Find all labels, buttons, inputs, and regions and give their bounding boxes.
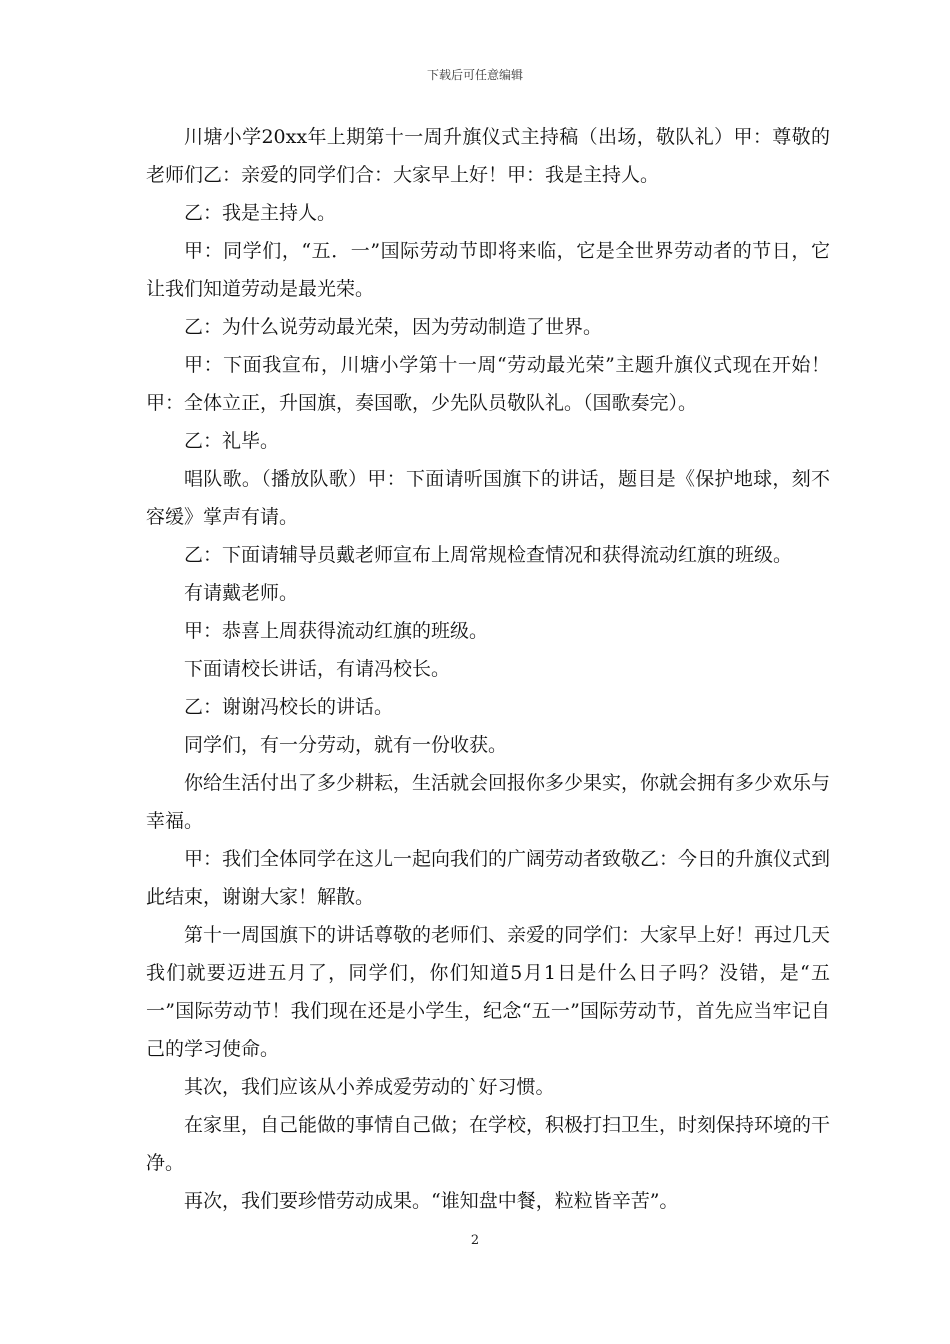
paragraph: 同学们，有一分劳动，就有一份收获。	[184, 734, 508, 756]
paragraph: 唱队歌。（播放队歌）甲：下面请听国旗下的讲话，题目是《保护地球，刻不容缓》掌声有请。	[146, 468, 830, 528]
paragraph: 第十一周国旗下的讲话尊敬的老师们、亲爱的同学们：大家早上好！再过几天我们就要迈进五月了，同学们，你们知道5月1日是什么日子吗？没错，是“五一”国际劳动节！我们现在还是小学生，纪念“五一”国际劳动节，首先应当牢记自己的学习使命。	[146, 924, 831, 1060]
page-number: 2	[470, 1233, 480, 1248]
paragraph: 再次，我们要珍惜劳动成果。“谁知盘中餐，粒粒皆辛苦”。	[184, 1190, 679, 1212]
paragraph: 甲：我们全体同学在这儿一起向我们的广阔劳动者致敬乙：今日的升旗仪式到此结束，谢谢大家！解散。	[146, 848, 831, 908]
paragraph: 甲：下面我宣布，川塘小学第十一周“劳动最光荣”主题升旗仪式现在开始！甲：全体立正，升国旗，奏国歌，少先队员敬队礼。（国歌奏完）。	[146, 354, 830, 414]
paragraph: 有请戴老师。	[184, 582, 299, 604]
paragraph: 下面请校长讲话，有请冯校长。	[184, 658, 451, 680]
paragraph: 甲：同学们，“五．一”国际劳动节即将来临，它是全世界劳动者的节日，它让我们知道劳动是最光荣。	[146, 240, 830, 300]
paragraph: 乙：谢谢冯校长的讲话。	[184, 696, 394, 718]
paragraph: 乙：礼毕。	[184, 430, 280, 452]
paragraph: 乙：下面请辅导员戴老师宣布上周常规检查情况和获得流动红旗的班级。	[184, 544, 793, 566]
paragraph: 甲：恭喜上周获得流动红旗的班级。	[184, 620, 489, 642]
paragraph: 其次，我们应该从小养成爱劳动的`好习惯。	[184, 1076, 555, 1098]
paragraph: 在家里，自己能做的事情自己做；在学校，积极打扫卫生，时刻保持环境的干净。	[146, 1114, 831, 1174]
paragraph: 川塘小学20xx年上期第十一周升旗仪式主持稿（出场，敬队礼）甲：尊敬的老师们乙：亲爱的同学们合：大家早上好！甲：我是主持人。	[146, 126, 830, 186]
paragraph: 乙：为什么说劳动最光荣，因为劳动制造了世界。	[184, 316, 603, 338]
paragraph: 你给生活付出了多少耕耘，生活就会回报你多少果实，你就会拥有多少欢乐与幸福。	[146, 772, 831, 832]
paragraph: 乙：我是主持人。	[184, 202, 337, 224]
page-header-note: 下载后可任意编辑	[426, 68, 523, 82]
document-body	[146, 118, 830, 1220]
